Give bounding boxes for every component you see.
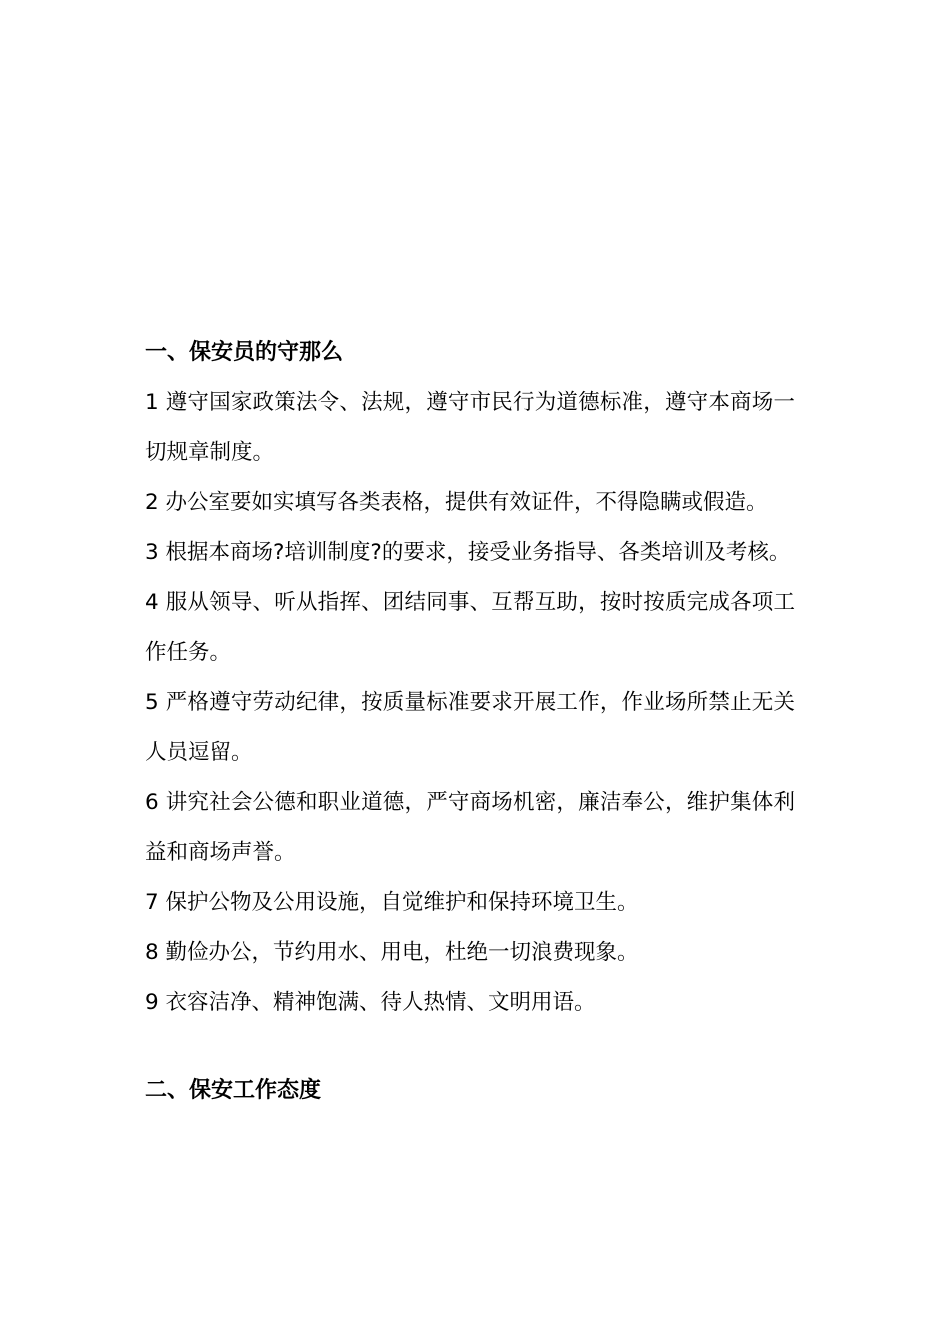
rule-item-4: 4 服从领导、听从指挥、团结同事、互帮互助，按时按质完成各项工作任务。 [145,590,795,665]
document-body [145,328,795,1116]
rule-item-1: 1 遵守国家政策法令、法规，遵守市民行为道德标准，遵守本商场一切规章制度。 [145,390,795,465]
rule-item-2: 2 办公室要如实填写各类表格，提供有效证件，不得隐瞒或假造。 [145,490,768,515]
rule-item-8: 8 勤俭办公，节约用水、用电，杜绝一切浪费现象。 [145,940,639,965]
section-heading-1: 一、保安员的守那么 [145,340,344,365]
rule-item-7: 7 保护公物及公用设施，自觉维护和保持环境卫生。 [145,890,639,915]
rule-item-6: 6 讲究社会公德和职业道德，严守商场机密，廉洁奉公，维护集体利益和商场声誉。 [145,790,795,865]
rule-item-3: 3 根据本商场?培训制度?的要求，接受业务指导、各类培训及考核。 [145,540,791,565]
rule-item-9: 9 衣容洁净、精神饱满、待人热情、文明用语。 [145,990,596,1015]
section-heading-2: 二、保安工作态度 [145,1078,322,1103]
rule-item-5: 5 严格遵守劳动纪律，按质量标准要求开展工作，作业场所禁止无关人员逗留。 [145,690,795,765]
